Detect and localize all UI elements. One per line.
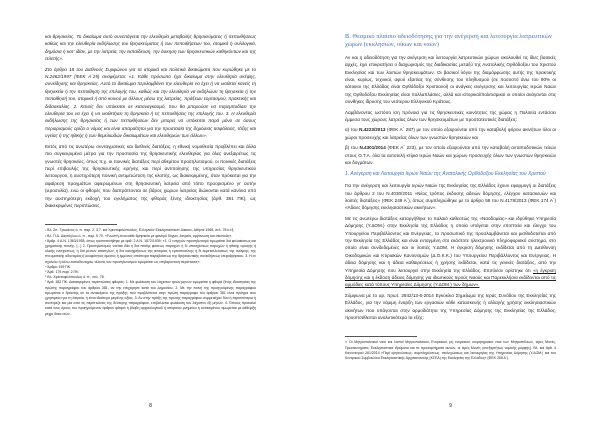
left-body-text	[45, 33, 256, 212]
list-prefix: β) του	[345, 145, 360, 151]
paragraph: και θρησκείας. Το δικαίωμα αυτό συνεπάγεται την ελευθερία μεταβολής θρησκεύματος ή πεποιθήσεως καθώς και την ελευθερία εκδήλωσης του θρησκεύματος ή των πεποιθήσεων του, ατομικά ή συλλογικά, δημόσια ή κατ' ιδίαν, με την λατρεία, την εκπαίδευση, την άσκηση των θρησκευτικών καθηκόντων και της τελετής».	[45, 34, 256, 62]
list-prefix: α) του	[345, 127, 360, 133]
footnote: ⁷ Άρθ. 382 ΠΚ. Διακεκριμένες περιπτώσεις φθοράς: 1. Με φυλάκιση του λάχιστον τριών μηνών τιμωρείται η φθορά ξένης ιδιοκτησίας της πρώτης παραγράφου του άρθρου 381, αν την επιχείρησε κατά του Δημοσίου. 2. Με την ποινή της προηγούμενης παραγράφου τιμωρείται ο δράστης αν το αντικείμενο της πράξης που προβλέπεται στην πρώτη παράγραφο του άρθρου 381 είναι πράγμα που χρησιμεύει για τη λατρεία, ή είναι ιδιαίτερα μεγάλης αξίας. 3. Αν στην πράξη της πρώτης παραγράφου συμμετείχαν δύο ή περισσότεροι ή συνέτρεξε και μία από τις περιπτώσεις της δεύτερης παραγράφου, επιβάλλεται φυλάκιση του λάχιστον έξι μηνών. 4. Όποιος προκαλεί κατά τους όρους του προηγούμενου άρθρου φθορά ή βλάβη αρχαιολογικού ή ιστορικού μνημείου ή αντικειμένου τιμωρείται με κάθειρξη μέχρι δέκα ετών.	[45, 280, 256, 316]
paragraph: Εκτός από τις ανωτέρω συνταγματικές και διεθνείς διατάξεις, η εθνική νομοθεσία προβλέπει και άλλα πιο συγκεκριμένα μέτρα για την προστασία της θρησκευτικής ελευθερίας για όλες ανεξαιρέτως τις γνωστές θρησκείες, όπως π.χ. οι ποινικές διατάξεις περί αθεμίτου προσηλυτισμού, οι ποινικές διατάξεις περί επιβουλής της θρησκευτικής ειρήνης και περί αντιποίησης της υπηρεσίας θρησκευτικού λειτουργού, η αυστηρότερη ποινική αντιμετώπιση της κλοπής, ως διακεκριμένης, όταν πρόκειται για την αφαίρεση πραγμάτων αφιερωμένων στη θρησκευτική λατρεία από τόπο προορισμένο γι' αυτήν (ιεροσυλία), ενώ οι φθορές που διαπράττονται σε βάρος χώρων λατρείας διώκονται κατά κανόνα υπό την αυστηρότερη εκδοχή του εγκλήματος της φθοράς ξένης ιδιοκτησίας (άρθ. 381 ΠΚ), ως διακεκριμένες περιπτώσεις.	[45, 143, 256, 208]
footnote: ¹ Βλ. Σπ. Τρωιάνος ό. π. παρ. 2, 3.7. και Χριστοφιλόπουλος, Ελληνικόν Εκκλησιαστικόν Δίκαιον, Αθήναι 1965, σελ. 78 κ.εξ.	[45, 228, 235, 233]
footnote: ³ Άρθρ. 4 Α.Ν. 1363/1938, όπως τροποποιήθηκε με άρθ. 2 Α.Ν. 1672/1939: «1. Ο ενεργών προσηλυτισμό τιμωρείται δια φυλακίσεως και χρηματικής ποινής. [...] 2. Προσηλυτισμός νοείται ιδία η δια πάσης φύσεως παροχών ή δι υποσχέσεως παροχών ή ηθικής αρωγής ή υλικής ενισχύσεως, ή δια μέσων απατηλών, ή δια καταχρήσεως της απειρίας ή εμπιστοσύνης ή δι εκμεταλλεύσεως της ανάγκης, της πνευματικής αδυναμίας ή κουφότητος άμεσος ή έμμεσος απόπειρα παραβιάσεως της θρησκευτικής συνειδήσεως ετεροθρήσκου. 3. Η εν σχολείω ή άλλω εκπαιδευτηρίω τέλεσις του προσηλυτισμού τιμωρείται ως επιβαρυντική περίστασις».	[45, 238, 256, 264]
page-number: 8	[149, 403, 152, 409]
paragraph: Λαμβάνοντας ωστόσο ίση πρόνοια για τις θρησκευτικές κοινότητες της χώρας η Πολιτεία εντάσσει έμμεσα τους χώρους λατρείας όλων των θρησκευμάτων με προστατευτικές διατάξεις:	[345, 109, 556, 123]
page-right	[300, 0, 600, 424]
paragraph-text: Με τις ανωτέρω διατάξεις καταργήθηκε το παλαιό καθεστώς της «Ναοδομίας» και ιδρύθηκε Υπηρεσία Δόμησης (Υ.ΔΟΜ.) στην Εκκλησία της Ελλάδος η οποία υπάγεται στην εποπτεία και έλεγχο του Υπουργείου Περιβάλλοντος και Ενέργειας, το προσωπικό της προσλαμβάνεται και μισθοδοτείται από την Εκκλησία της Ελλάδος και είναι ενταγμένη στο εκάστοτε ηλεκτρονικό πληροφοριακό σύστημα, στο οποίο είναι συνδεδεμένες και οι λοιπές Υ.ΔΟΜ. Η έγκριση δόμησης εκδίδεται από τη Διεύθυνση Οικοδομικών και Κτιριακών Κανονισμών (Δ.Ο.Κ.Κ.) του Υπουργείου Περιβάλλοντος και Ενέργειας. Η άδεια δόμησης και η άδεια καθαιρέσεως ή χρήσης εκδίδεται, κατά τις γενικές διατάξεις, από την Υπηρεσία Δόμησης που λειτουργεί στην Εκκλησία της Ελλάδος. Επιπλέον ορίστηκε ότι	[345, 215, 556, 273]
footnote: ⁶ Βλ. Χριστοφιλόπουλος ό. π., σελ. 78.	[45, 275, 105, 280]
list-item	[345, 144, 556, 166]
list-item	[345, 126, 556, 141]
footnote: ² Βλ. Π.Δ. Δαγτόγλου ό. π., παρ. 5 70. «Γνωστή είναι κάθε θρησκεία με φανερό δόγμα, λατρεία, οργάνωση και σκοπούς».	[45, 233, 233, 238]
footnote: ⁴ Άρθρο 199 ΠΚ.	[45, 264, 72, 269]
list-text: (ΦΕΚ Α΄ 287) με τον οποίο εξαιρούνται από την καταβολή φόρου ακινήτων όλοι οι χώροι προσευχής και λατρείας όλων των γνωστών θρησκειών και	[345, 127, 556, 140]
right-body-text	[345, 54, 556, 325]
paragraph: Σύμφωνα με το αρ. πρωτ. 2842/13-6-2014 Εγκύκλιο Σημείωμα της Ιεράς Συνόδου της Εκκλησίας της Ελλάδος, για την νόμιμη έναρξη των εργασιών κάθε κατασκευής ή αλλαγής χρήσης εκκλησιαστικών ακινήτων που υπάγονται στην αρμοδιότητα της Υπηρεσίας Δόμησης της Εκκλησίας της Ελλάδος, προϋποτίθενται αναλυτικότερα τα εξής:	[345, 292, 556, 320]
footnote-separator	[345, 336, 417, 337]
spacer	[345, 361, 556, 398]
paragraph: Για την ανέγερση και λειτουργία Ιερών Ναών της Εκκλησίας της Ελλάδος έχουν εφαρμογή οι διατάξεις του άρθρου 2 του Ν.4030/2011 «Νέος τρόπος έκδοσης αδειών δόμησης, ελέγχου κατασκευών και λοιπές διατάξεις» (ΦΕΚ 249 Α΄), όπως συμπληρώθηκε με το άρθρο 58 του Ν.4178/2013 (ΦΕΚ 174 Α΄) «Άδειες δόμησης εκκλησιαστικών ακινήτων».	[345, 183, 556, 211]
section-heading: Β. Θεσμικό πλαίσιο αδειοδότησης για την ανέγερση και λειτουργία λατρευτικών χώρων (εκκλησιών, οίκων και ναών)	[345, 33, 552, 49]
spacer	[45, 317, 256, 398]
footnote: ¹¹ Οι Μητροπολιτικοί ναοί και λοιποί Μητροπολιτικοί, Ενοριακοί, μη ενοριακοί, κοιμητηριακοί ναοί των Μητροπόλεων, Ιερές Μονές, Προσκυνήματα, Εκκλησιαστικά ιδρύματα και τα προσαρτήματα αυτών, οι Ιερές Μονές (ανεξαρτήτως νομικής μορφής). Βλ. και άρθ. 4 Κανονισμού 261/2014 «Περί οργανώσεως, συμπληρώσεως, στελεχώσεως και λειτουργίας της Υπηρεσίας Δόμησης (Υ.ΔΟΜ.) και του Κεντρικού Συμβουλίου Εκκλησιαστικής Αρχιτεκτονικής (ΚΣΕΑ) της Εκκλησίας της Ελλάδος» (ΦΕΚ 255 Α΄).	[345, 340, 556, 361]
footnote: ⁵ Άρθ. 175 παρ. 2 ΠΚ.	[45, 269, 80, 274]
page-number: 9	[449, 403, 452, 409]
paragraph	[345, 215, 556, 289]
footnotes	[45, 228, 256, 316]
paragraph: Στο άρθρο 18 του Διεθνούς Συμφώνου για τα ατομικά και πολιτικά δικαιώματα που κυρώθηκε με το Ν.2462/1997 (ΦΕΚ Α΄25) αναφέρεται: «1. Κάθε πρόσωπο έχει δικαίωμα στην ελευθερία σκέψης, συνείδησης και θρησκείας. Αυτό το δικαίωμα περιλαμβάνει την ελευθερία να έχει ή να υιοθετεί κανείς τη θρησκεία ή την πεποίθηση της επιλογής του, καθώς και την ελευθερία να εκδηλώνει τη θρησκεία ή την πεποίθησή του, ατομικά ή από κοινού με άλλους μέσω της λατρείας, πράξεων εορτασμού, πρακτικής και διδασκαλίας. 2. Κανείς δεν υπόκειται σε καταναγκασμό, που θα μπορούσε να παρεμποδίσει την ελευθερία του να έχει ή να υιοθετήσει τη θρησκεία ή τις πεποιθήσεις της επιλογής του. 3. Η ελευθερία εκδήλωσης της θρησκείας ή των πεποιθήσεων δεν μπορεί να υπόκειται παρά μόνο σε όσους περιορισμούς ορίζει ο νόμος και είναι απαραίτητοι για την προστασία της δημόσιας ασφάλειας, τάξης και υγείας ή της ηθικής ή των θεμελιωδών δικαιωμάτων και ελευθεριών των άλλων».	[45, 66, 256, 139]
law-reference: Ν.4301/2014	[359, 145, 386, 151]
law-reference: Ν.4223/2013	[359, 127, 386, 133]
footnote-separator	[45, 224, 117, 225]
paragraph: Αν και η αδειοδότηση για την ανέγερση και λειτουργία λατρευτικών χώρων ακολουθεί τις ίδιες βασικές αρχές, έχει επικρατήσει ο διαχωρισμός της διαδικασίας μεταξύ της Ανατολικής Ορθόδοξου του Χριστού Εκκλησίας και των λοιπών θρησκευμάτων. Οι βασικοί λόγοι της διαμόρφωσης αυτής της πρακτικής είναι, κυρίως, τεχνικοί, αφού εξαιτίας της σύνθεσης του πληθυσμού (σε ποσοστό άνω του 90% οι κάτοικοι της Ελλάδας είναι Ορθόδοξοι Χριστιανοί) οι ανάγκες ανέγερσης και λειτουργίας Ιερών Ναών της Ορθοδόξου Εκκλησίας είναι πολλαπλάσιες, αλλά και ιστορικοί/πολιτισμικοί οι οποίοι ανάγονται στις συνθήκες ίδρυσης του νεότερου Ελληνικού Κράτους.	[345, 54, 556, 105]
subsection-heading: 1. Ανέγερση και Λειτουργία Ιερών Ναών της Ανατολικής Ορθόδοξου Εκκλησίας του Χριστού	[345, 170, 546, 177]
underlined-quote: «η έγκριση δόμησης και η έκδοση άδειας δόμησης για ιδιωτικούς Ιερούς Ναούς και Παρεκκλήσια εκδίδονται από τις αρμόδιες κατά τόπους Υπηρεσίες Δόμησης (Υ.ΔΟΜ.) των δήμων».	[345, 267, 556, 288]
list-text: (ΦΕΚ Α΄ 223), με τον οποίο εξαιρούνται από την καταβολή ανταποδοτικών τελών στους Ο.Τ.Α. όλα τα αυτοτελή κτίρια Ιερών Ναών και χώρων προσευχής όλων των γνωστών θρησκειών και δογμάτων.	[345, 145, 556, 166]
